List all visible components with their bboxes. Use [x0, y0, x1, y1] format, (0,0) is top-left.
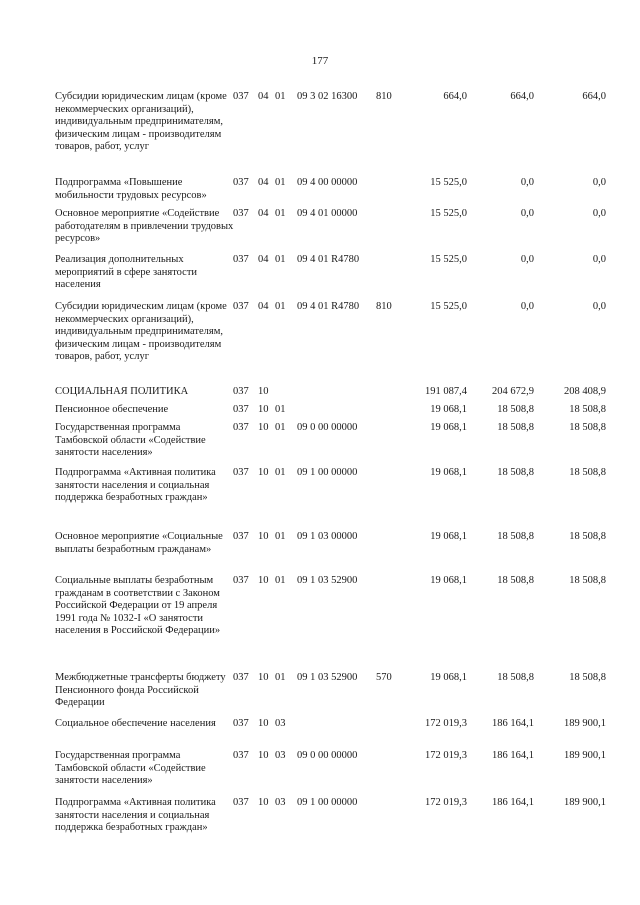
row-name: Социальное обеспечение населения: [55, 718, 216, 729]
row-name: СОЦИАЛЬНАЯ ПОЛИТИКА: [55, 386, 189, 397]
subsection-code: 01: [275, 177, 286, 188]
grbs-code: 037: [233, 531, 249, 542]
grbs-code: 037: [233, 177, 249, 188]
amount-year-2: 186 164,1: [492, 750, 534, 761]
amount-year-2: 18 508,8: [497, 531, 534, 542]
amount-year-1: 172 019,3: [425, 797, 467, 808]
row-name: Реализация дополнительных мероприятий в сфере занятости населения: [55, 254, 198, 291]
grbs-code: 037: [233, 575, 249, 586]
expense-type-code: 570: [376, 672, 392, 683]
section-code: 10: [258, 404, 269, 415]
target-article-code: 09 0 00 00000: [297, 422, 358, 433]
amount-year-3: 18 508,8: [569, 531, 606, 542]
amount-year-1: 19 068,1: [430, 422, 467, 433]
amount-year-3: 208 408,9: [564, 386, 606, 397]
target-article-code: 09 4 01 00000: [297, 208, 358, 219]
amount-year-1: 15 525,0: [430, 254, 467, 265]
section-code: 10: [258, 797, 269, 808]
grbs-code: 037: [233, 91, 249, 102]
row-name: Подпрограмма «Повышение мобильности трудовых ресурсов»: [55, 177, 207, 201]
section-code: 10: [258, 386, 269, 397]
amount-year-1: 15 525,0: [430, 177, 467, 188]
amount-year-3: 18 508,8: [569, 672, 606, 683]
amount-year-2: 186 164,1: [492, 718, 534, 729]
subsection-code: 01: [275, 301, 286, 312]
section-code: 10: [258, 575, 269, 586]
row-name: Государственная программа Тамбовской области «Содействие занятости населения»: [55, 422, 206, 459]
amount-year-2: 18 508,8: [497, 467, 534, 478]
grbs-code: 037: [233, 404, 249, 415]
amount-year-1: 19 068,1: [430, 575, 467, 586]
amount-year-1: 19 068,1: [430, 531, 467, 542]
target-article-code: 09 4 01 R4780: [297, 254, 360, 265]
subsection-code: 03: [275, 797, 286, 808]
subsection-code: 01: [275, 422, 286, 433]
amount-year-2: 18 508,8: [497, 422, 534, 433]
subsection-code: 01: [275, 531, 286, 542]
amount-year-2: 0,0: [520, 177, 534, 188]
row-name: Подпрограмма «Активная политика занятости населения и социальная поддержка безработных граждан»: [55, 797, 216, 834]
target-article-code: 09 4 01 R4780: [297, 301, 360, 312]
amount-year-3: 189 900,1: [564, 750, 606, 761]
subsection-code: 01: [275, 467, 286, 478]
grbs-code: 037: [233, 301, 249, 312]
row-name: Пенсионное обеспечение: [55, 404, 169, 415]
amount-year-1: 19 068,1: [430, 672, 467, 683]
grbs-code: 037: [233, 467, 249, 478]
subsection-code: 03: [275, 718, 286, 729]
row-name: Субсидии юридическим лицам (кроме некоммерческих организаций), индивидуальным предпринимателям, физическим лицам - производителям товаров, работ, услуг: [55, 91, 227, 153]
section-code: 10: [258, 672, 269, 683]
amount-year-1: 19 068,1: [430, 404, 467, 415]
subsection-code: 01: [275, 208, 286, 219]
subsection-code: 03: [275, 750, 286, 761]
target-article-code: 09 1 00 00000: [297, 467, 358, 478]
row-name: Межбюджетные трансферты бюджету Пенсионного фонда Российской Федерации: [55, 672, 226, 709]
amount-year-1: 19 068,1: [430, 467, 467, 478]
section-code: 04: [258, 254, 269, 265]
amount-year-1: 15 525,0: [430, 208, 467, 219]
amount-year-2: 0,0: [520, 254, 534, 265]
target-article-code: 09 4 00 00000: [297, 177, 358, 188]
amount-year-3: 189 900,1: [564, 797, 606, 808]
amount-year-1: 172 019,3: [425, 750, 467, 761]
amount-year-3: 664,0: [582, 91, 606, 102]
amount-year-3: 189 900,1: [564, 718, 606, 729]
target-article-code: 09 1 00 00000: [297, 797, 358, 808]
section-code: 04: [258, 208, 269, 219]
amount-year-2: 0,0: [520, 208, 534, 219]
amount-year-2: 186 164,1: [492, 797, 534, 808]
amount-year-1: 172 019,3: [425, 718, 467, 729]
section-code: 10: [258, 531, 269, 542]
expense-type-code: 810: [376, 301, 392, 312]
target-article-code: 09 3 02 16300: [297, 91, 358, 102]
section-code: 04: [258, 91, 269, 102]
amount-year-3: 18 508,8: [569, 575, 606, 586]
section-code: 04: [258, 301, 269, 312]
amount-year-3: 0,0: [592, 301, 606, 312]
target-article-code: 09 1 03 52900: [297, 672, 358, 683]
subsection-code: 01: [275, 254, 286, 265]
amount-year-2: 204 672,9: [492, 386, 534, 397]
section-code: 10: [258, 422, 269, 433]
amount-year-2: 18 508,8: [497, 404, 534, 415]
amount-year-2: 18 508,8: [497, 575, 534, 586]
amount-year-2: 664,0: [510, 91, 534, 102]
amount-year-2: 0,0: [520, 301, 534, 312]
grbs-code: 037: [233, 208, 249, 219]
grbs-code: 037: [233, 672, 249, 683]
amount-year-3: 0,0: [592, 208, 606, 219]
section-code: 10: [258, 750, 269, 761]
amount-year-3: 18 508,8: [569, 467, 606, 478]
grbs-code: 037: [233, 718, 249, 729]
target-article-code: 09 0 00 00000: [297, 750, 358, 761]
amount-year-1: 191 087,4: [425, 386, 467, 397]
grbs-code: 037: [233, 422, 249, 433]
subsection-code: 01: [275, 575, 286, 586]
amount-year-2: 18 508,8: [497, 672, 534, 683]
page-number: 177: [311, 55, 329, 67]
target-article-code: 09 1 03 00000: [297, 531, 358, 542]
grbs-code: 037: [233, 254, 249, 265]
subsection-code: 01: [275, 91, 286, 102]
amount-year-1: 15 525,0: [430, 301, 467, 312]
amount-year-3: 18 508,8: [569, 404, 606, 415]
row-name: Подпрограмма «Активная политика занятости населения и социальная поддержка безработных граждан»: [55, 467, 216, 504]
section-code: 10: [258, 467, 269, 478]
amount-year-3: 0,0: [592, 254, 606, 265]
section-code: 04: [258, 177, 269, 188]
row-name: Основное мероприятие «Социальные выплаты безработным гражданам»: [55, 531, 223, 555]
expense-type-code: 810: [376, 91, 392, 102]
row-name: Субсидии юридическим лицам (кроме некоммерческих организаций), индивидуальным предпринимателям, физическим лицам - производителям товаров, работ, услуг: [55, 301, 227, 363]
amount-year-3: 18 508,8: [569, 422, 606, 433]
subsection-code: 01: [275, 404, 286, 415]
row-name: Государственная программа Тамбовской области «Содействие занятости населения»: [55, 750, 206, 787]
grbs-code: 037: [233, 750, 249, 761]
amount-year-1: 664,0: [443, 91, 467, 102]
amount-year-3: 0,0: [592, 177, 606, 188]
section-code: 10: [258, 718, 269, 729]
subsection-code: 01: [275, 672, 286, 683]
row-name: Социальные выплаты безработным гражданам в соответствии с Законом Российской Федерации от 19 апреля 1991 года № 1032-I «О занятости населения в Российской Федерации»: [55, 575, 221, 637]
grbs-code: 037: [233, 386, 249, 397]
grbs-code: 037: [233, 797, 249, 808]
target-article-code: 09 1 03 52900: [297, 575, 358, 586]
row-name: Основное мероприятие «Содействие работодателям в привлечении трудовых ресурсов»: [55, 208, 234, 245]
